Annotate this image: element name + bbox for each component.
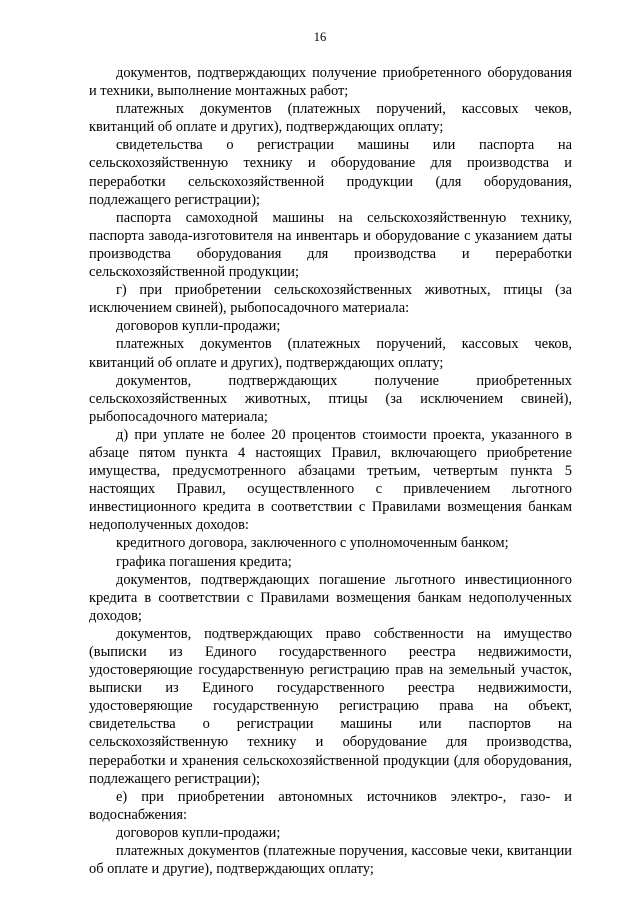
paragraph: документов, подтверждающих погашение льготного инвестиционного кредита в соответствии с Правилами возмещения банкам недополученных доходов;: [89, 571, 572, 624]
paragraph: документов, подтверждающих право собственности на имущество (выписки из Единого государственного реестра недвижимости, удостоверяющие государственную регистрацию прав на земельный участок, выписки из Единого государственного реестра недвижимости, удостоверяющие государственную регистрацию права на объект, свидетельства о регистрации машины или паспортов на сельскохозяйственную технику и оборудование для производства, переработки и хранения сельскохозяйственной продукции (для оборудования, подлежащего регистрации);: [89, 625, 572, 787]
paragraph: кредитного договора, заключенного с уполномоченным банком;: [116, 535, 509, 552]
paragraph: документов, подтверждающих получение приобретенного оборудования и техники, выполнение монтажных работ;: [89, 65, 572, 100]
paragraph: д) при уплате не более 20 процентов стоимости проекта, указанного в абзаце пятом пункта 4 настоящих Правил, включающего приобретение имущества, предусмотренного абзацами третьим, четвертым пункта 5 настоящих Правил, осуществленного с привлечением льготного инвестиционного кредита в соответствии с Правилами возмещения банкам недополученных доходов:: [89, 426, 572, 534]
document-body: [89, 64, 572, 878]
paragraph: г) при приобретении сельскохозяйственных животных, птицы (за исключением свиней), рыбопосадочного материала:: [89, 282, 572, 317]
paragraph: документов, подтверждающих получение приобретенных сельскохозяйственных животных, птицы (за исключением свиней), рыбопосадочного материала;: [89, 372, 572, 425]
paragraph: платежных документов (платежные поручения, кассовые чеки, квитанции об оплате и другие), подтверждающих оплату;: [89, 843, 572, 878]
paragraph: свидетельства о регистрации машины или паспорта на сельскохозяйственную технику и оборудование для производства и переработки сельскохозяйственной продукции (для оборудования, подлежащего регистрации);: [89, 137, 572, 208]
paragraph: графика погашения кредита;: [116, 553, 292, 570]
paragraph: паспорта самоходной машины на сельскохозяйственную технику, паспорта завода-изготовителя на инвентарь и оборудование с указанием даты производства оборудования для производства и переработки сельскохозяйственной продукции;: [89, 209, 572, 281]
paragraph: е) при приобретении автономных источников электро-, газо- и водоснабжения:: [89, 788, 572, 823]
paragraph: договоров купли-продажи;: [116, 318, 281, 335]
paragraph: платежных документов (платежных поручений, кассовых чеков, квитанций об оплате и других), подтверждающих оплату;: [89, 336, 572, 371]
paragraph: договоров купли-продажи;: [116, 824, 281, 841]
paragraph: платежных документов (платежных поручений, кассовых чеков, квитанций об оплате и других), подтверждающих оплату;: [89, 101, 572, 136]
page-number: 16: [313, 30, 327, 44]
